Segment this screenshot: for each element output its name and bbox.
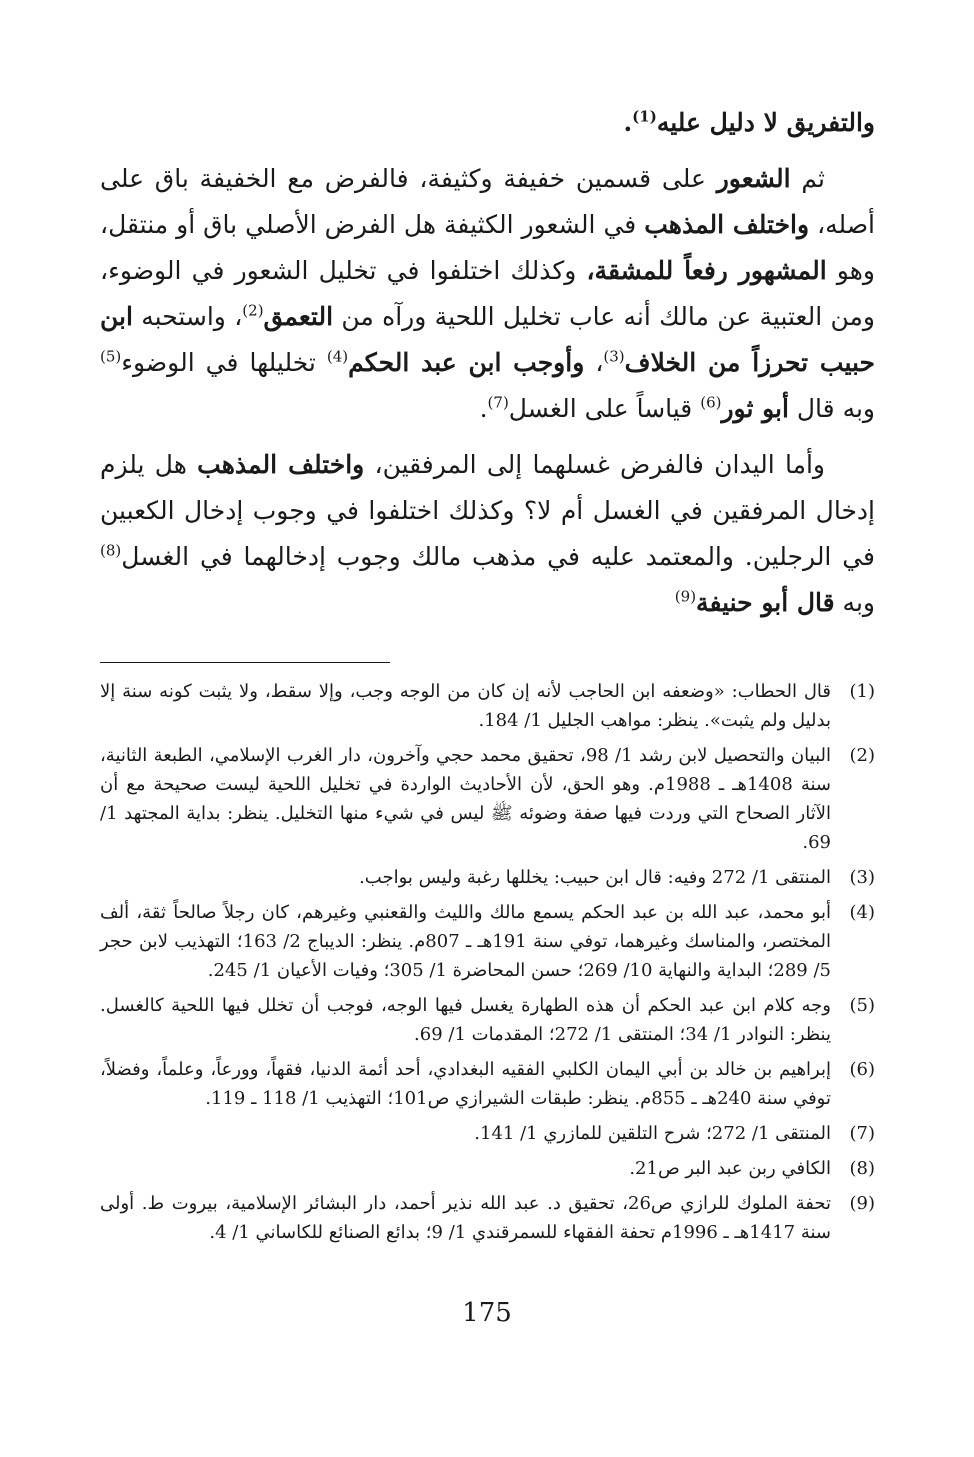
text-run: . xyxy=(479,394,488,423)
footnote-number: (7) xyxy=(849,1123,875,1144)
footnote xyxy=(100,1189,875,1247)
opening-line-end: . xyxy=(623,108,633,137)
footnotes xyxy=(100,677,875,1247)
text-run: وبه قال xyxy=(788,394,875,423)
footnote-number: (2) xyxy=(849,745,875,766)
bold-term: واختلف المذهب xyxy=(197,450,365,479)
footnote-ref-4: (4) xyxy=(326,347,349,366)
footnote-number: (8) xyxy=(849,1158,875,1179)
main-text xyxy=(100,100,875,626)
text-run: وبه xyxy=(834,588,875,617)
footnote xyxy=(100,677,875,735)
footnote xyxy=(100,741,875,857)
footnote-text: قال الحطاب: «وضعفه ابن الحاجب لأنه إن كان من الوجه وجب، وإلا سقط، ولا يثبت كونه سنة إلا بدليل ولم يثبت». ينظر: مواهب الجليل 1/ 184. xyxy=(100,681,831,731)
footnote xyxy=(100,1154,875,1183)
footnote-ref-8: (8) xyxy=(100,541,122,560)
footnote-text: المنتقى 1/ 272؛ شرح التلقين للمازري 1/ 141. xyxy=(474,1123,831,1144)
bold-term: واختلف المذهب xyxy=(644,210,810,239)
bold-term: أبو ثور xyxy=(721,394,789,423)
footnote-text: وجه كلام ابن عبد الحكم أن هذه الطهارة يغسل فيها الوجه، فوجب أن تخلل فيها اللحية كالغسل. ينظر: النوادر 1/ 34؛ المنتقى 1/ 272؛ المقدمات 1/ 69. xyxy=(100,995,831,1045)
text-run: ثم xyxy=(790,164,826,193)
text-run: تخليلها في الوضوء xyxy=(121,348,327,377)
text-run: ، xyxy=(584,348,604,377)
text-run: في الشعور الكثيفة هل الفرض الأصلي باق أو منتقل، وهو xyxy=(100,210,875,285)
text-run: هل يلزم إدخال المرفقين في الغسل أم لا؟ وكذلك اختلفوا في وجوب إدخال الكعبين في الرجلين. والمعتمد عليه في مذهب مالك وجوب إدخالهما في الغسل xyxy=(100,450,875,571)
text-run: على قسمين خفيفة وكثيفة، فالفرض مع الخفيفة باق على أصله، xyxy=(100,164,875,239)
bold-term: المشهور رفعاً للمشقة، xyxy=(586,256,827,285)
footnote-ref-7: (7) xyxy=(487,393,509,412)
text-run: قياساً على الغسل xyxy=(508,394,701,423)
paragraph-hands xyxy=(100,442,875,626)
footnote-text: المنتقى 1/ 272 وفيه: قال ابن حبيب: يخللها رغبة وليس بواجب. xyxy=(359,867,831,888)
text-run: وأما اليدان فالفرض غسلهما إلى المرفقين، xyxy=(364,450,825,479)
text-run: وكذلك اختلفوا في تخليل الشعور في الوضوء، ومن العتبية عن مالك أنه عاب تخليل اللحية ورآه من xyxy=(100,256,875,331)
footnote-text: البيان والتحصيل لابن رشد 1/ 98، تحقيق محمد حجي وآخرون، دار الغرب الإسلامي، الطبعة الثانية، سنة 1408هـ ـ 1988م. وهو الحق، لأن الأحاديث الواردة في تخليل اللحية ليست صحيحة مع أن الآثار الصحاح التي وردت فيها صفة وضوئه ﷺ ليس في شيء منها التخليل. ينظر: بداية المجتهد 1/ 69. xyxy=(100,745,831,853)
footnote-number: (4) xyxy=(849,902,875,923)
footnote-ref-6: (6) xyxy=(700,393,722,412)
footnote-text: تحفة الملوك للرازي ص26، تحقيق د. عبد الله نذير أحمد، دار البشائر الإسلامية، بيروت ط. أولى سنة 1417هـ ـ 1996م تحفة الفقهاء للسمرقندي 1/ 9؛ بدائع الصنائع للكاساني 1/ 4. xyxy=(100,1193,831,1243)
page-number: 175 xyxy=(462,1298,512,1328)
paragraph-hair xyxy=(100,156,875,432)
bold-term: ابن حبيب تحرزاً من الخلاف xyxy=(100,302,875,377)
footnote xyxy=(100,898,875,985)
footnote-text: أبو محمد، عبد الله بن عبد الحكم يسمع مالك والليث والقعنبي وغيرهم، كان رجلاً صالحاً ثقة، ألف المختصر، والمناسك وغيرهما، توفي سنة 191هـ ـ 807م. ينظر: الديباج 2/ 163؛ التهذيب لابن حجر 5/ 289؛ البداية والنهاية 10/ 269؛ حسن المحاضرة 1/ 305؛ وفيات الأعيان 1/ 245. xyxy=(100,902,831,981)
opening-line xyxy=(100,100,875,146)
book-page xyxy=(100,100,875,1253)
footnote-ref-5: (5) xyxy=(100,347,122,366)
footnote-text: إبراهيم بن خالد بن أبي اليمان الكلبي الفقيه البغدادي، أحد أئمة الدنيا، فقهاً، وورعاً، وعلماً، وفضلاً، توفي سنة 240هـ ـ 855م. ينظر: طبقات الشيرازي ص101؛ التهذيب 1/ 118 ـ 119. xyxy=(100,1059,831,1109)
footnote xyxy=(100,1119,875,1148)
footnote-number: (5) xyxy=(849,995,875,1016)
footnote-separator-wrap xyxy=(100,662,875,663)
footnote-ref-3: (3) xyxy=(603,347,625,366)
footnote-ref-1: (1) xyxy=(632,107,657,126)
bold-term: التعمق xyxy=(263,302,334,331)
footnote xyxy=(100,991,875,1049)
footnote xyxy=(100,863,875,892)
opening-line-text: والتفريق لا دليل عليه xyxy=(656,108,875,137)
bold-term: وأوجب ابن عبد الحكم xyxy=(348,348,585,377)
footnote-ref-2: (2) xyxy=(242,301,264,320)
footnote-number: (6) xyxy=(849,1059,875,1080)
footnote xyxy=(100,1055,875,1113)
footnote-number: (1) xyxy=(849,681,875,702)
footnote-ref-9: (9) xyxy=(674,587,697,606)
footnote-number: (3) xyxy=(849,867,875,888)
footnote-number: (9) xyxy=(849,1193,875,1214)
bold-term: قال أبو حنيفة xyxy=(696,588,835,617)
text-run: ، واستحبه xyxy=(132,302,243,331)
footnote-text: الكافي ربن عبد البر ص21. xyxy=(629,1158,831,1179)
bold-term: الشعور xyxy=(716,164,791,193)
footnote-separator xyxy=(100,662,390,663)
